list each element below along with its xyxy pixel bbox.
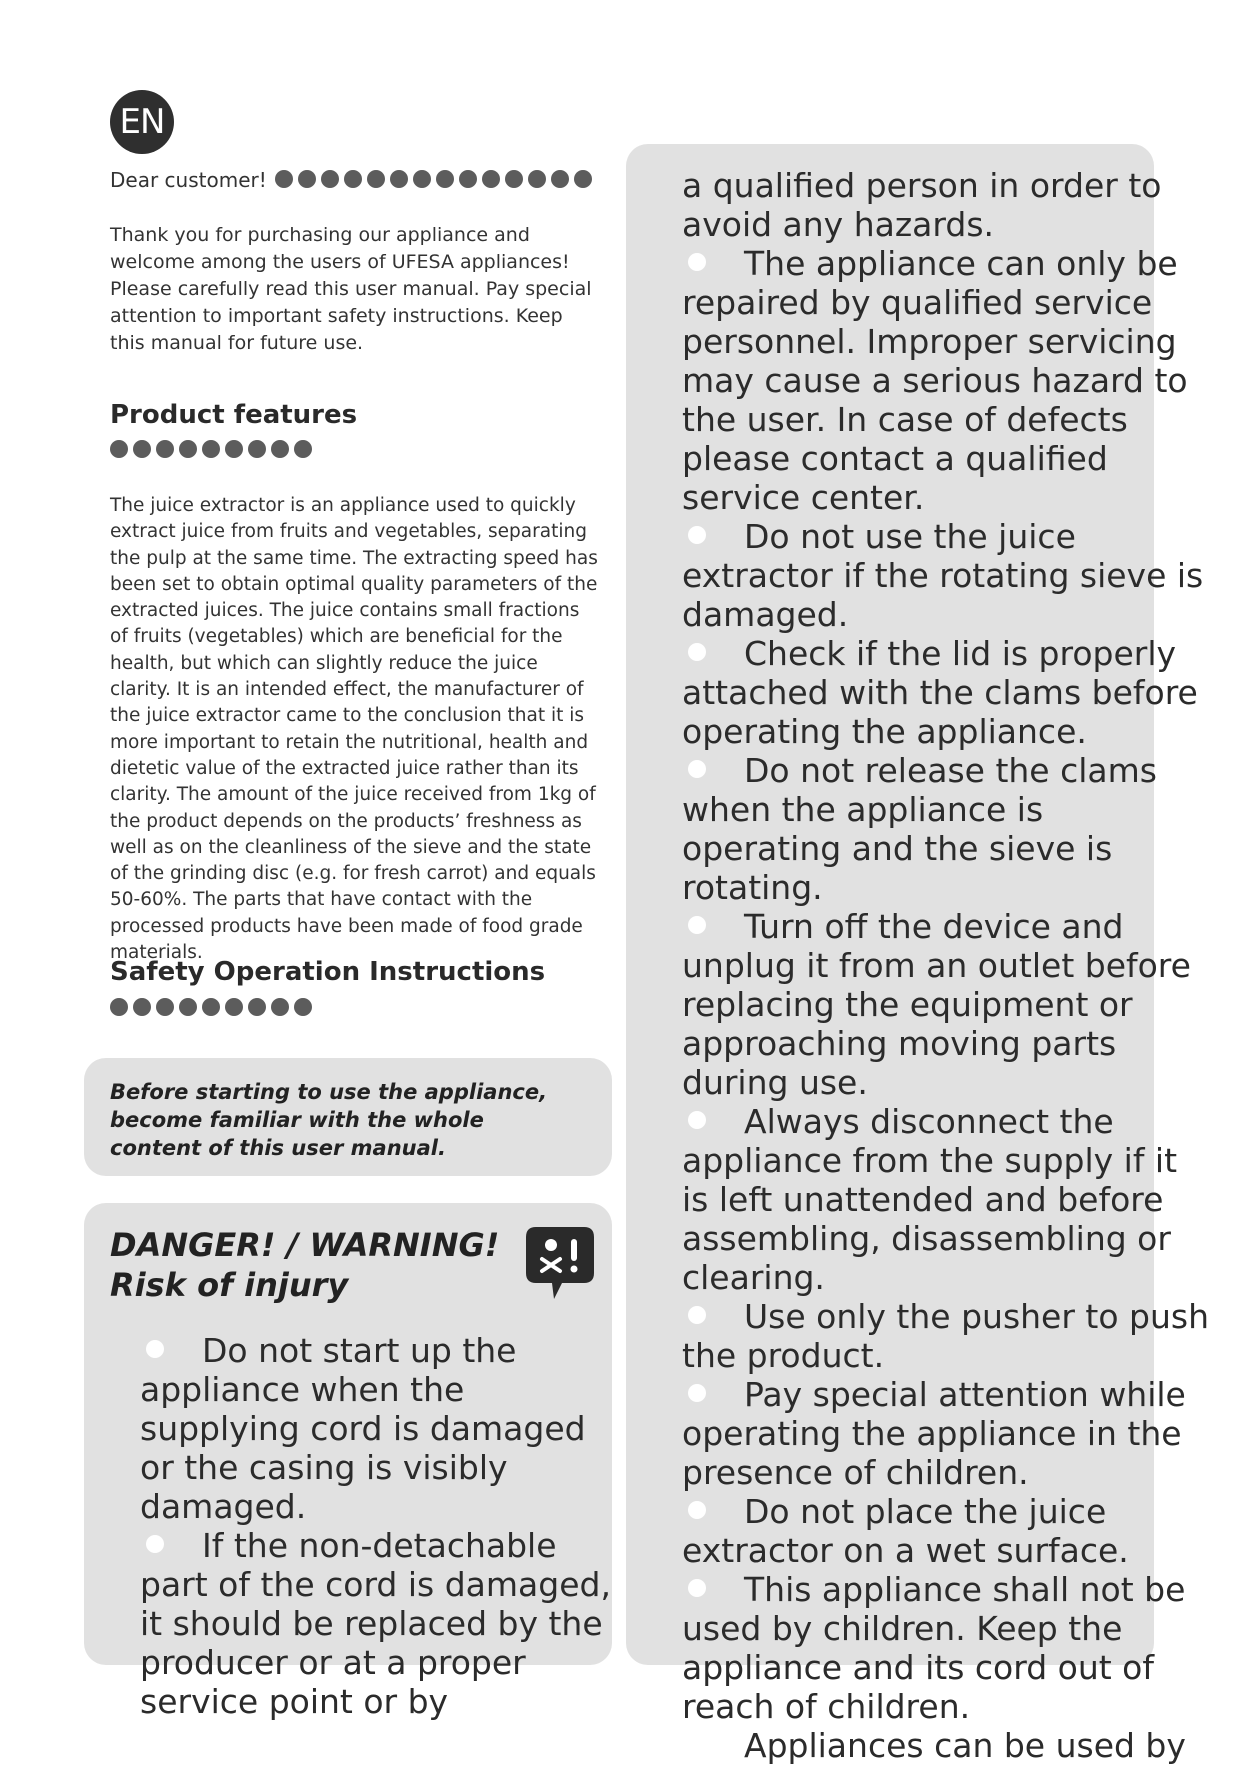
bullet-icon [146, 1340, 164, 1358]
list-item: Do not use the juice extractor if the rotating sieve is damaged. [682, 517, 1204, 634]
bullet-icon [688, 1501, 706, 1519]
features-heading: Product features [110, 400, 358, 430]
features-heading-dots [110, 440, 312, 458]
warning-speech-bubble-icon [524, 1225, 596, 1305]
bullet-icon [688, 1735, 706, 1753]
language-badge: EN [110, 90, 174, 154]
safety-heading-dots [110, 998, 312, 1016]
list-item: This appliance shall not be used by children. Keep the appliance and its cord out of reach of children. [682, 1570, 1186, 1726]
bullet-icon [688, 1579, 706, 1597]
bullet-icon [688, 253, 706, 271]
manual-note-box [84, 1058, 612, 1176]
list-item: Do not place the juice extractor on a wet surface. [682, 1492, 1129, 1570]
bullet-icon [688, 1306, 706, 1324]
list-item: If the non-detachable part of the cord is damaged, it should be replaced by the producer or at a proper service point or by [140, 1526, 611, 1721]
list-item: Appliances can be used by [682, 1726, 1212, 1765]
list-item: Do not start up the appliance when the supplying cord is damaged or the casing is visibly damaged. [140, 1331, 586, 1526]
bullet-icon [688, 1384, 706, 1402]
safety-continuation-box [626, 144, 1209, 1765]
list-item: Always disconnect the appliance from the supply if it is left unattended and before assembling, disassembling or clearing. [682, 1102, 1178, 1297]
danger-title-line1: DANGER! / WARNING! [110, 1226, 500, 1264]
danger-title [110, 1225, 499, 1305]
bullet-icon [146, 1535, 164, 1553]
list-item: Use only the pusher to push the product. [682, 1297, 1209, 1375]
greeting-dots [275, 170, 592, 188]
danger-title-line2: Risk of injury [110, 1266, 349, 1304]
danger-warning-box [84, 1203, 612, 1721]
safety-list [682, 166, 1212, 1765]
intro-paragraph: Thank you for purchasing our appliance and welcome among the users of UFESA appliances! Please carefully read this user manual. Pay special attention to important safety instructions. Keep this manual for future use. [110, 224, 592, 354]
danger-list [140, 1331, 620, 1721]
features-paragraph: The juice extractor is an appliance used to quickly extract juice from fruits and vegetables, separating the pulp at the same time. The extracting speed has been set to obtain optimal quality parameters of the extracted juices. The juice contains small fractions of fruits (vegetables) which are beneficial for the health, but which can slightly reduce the juice clarity. It is an intended effect, the manufacturer of the juice extractor came to the conclusion that it is more important to retain the nutritional, health and dietetic value of the extracted juice rather than its clarity. The amount of the juice received from 1kg of the product depends on the products’ freshness as well as on the cleanliness of the sieve and the state of the grinding disc (e.g. for fresh carrot) and equals 50-60%. The parts that have contact with the processed products have been made of food grade materials. [110, 495, 598, 964]
greeting: Dear customer! [110, 168, 267, 192]
safety-heading: Safety Operation Instructions [110, 957, 546, 987]
list-item: Turn off the device and unplug it from an outlet before replacing the equipment or approaching moving parts during use. [682, 907, 1191, 1102]
list-item: Pay special attention while operating the appliance in the presence of children. [682, 1375, 1186, 1492]
list-item-continuation: a qualified person in order to avoid any hazards. [682, 166, 1162, 244]
list-item: Do not release the clams when the appliance is operating and the sieve is rotating. [682, 751, 1157, 907]
list-item: The appliance can only be repaired by qualified service personnel. Improper servicing may cause a serious hazard to the user. In case of defects please contact a qualified service center. [682, 244, 1188, 517]
bullet-icon [688, 916, 706, 934]
bullet-icon [688, 760, 706, 778]
list-item: Check if the lid is properly attached with the clams before operating the appliance. [682, 634, 1198, 751]
bullet-icon [688, 526, 706, 544]
bullet-icon [688, 1111, 706, 1129]
bullet-icon [688, 643, 706, 661]
manual-note-text: Before starting to use the appliance, become familiar with the whole content of this user manual. [110, 1080, 548, 1160]
